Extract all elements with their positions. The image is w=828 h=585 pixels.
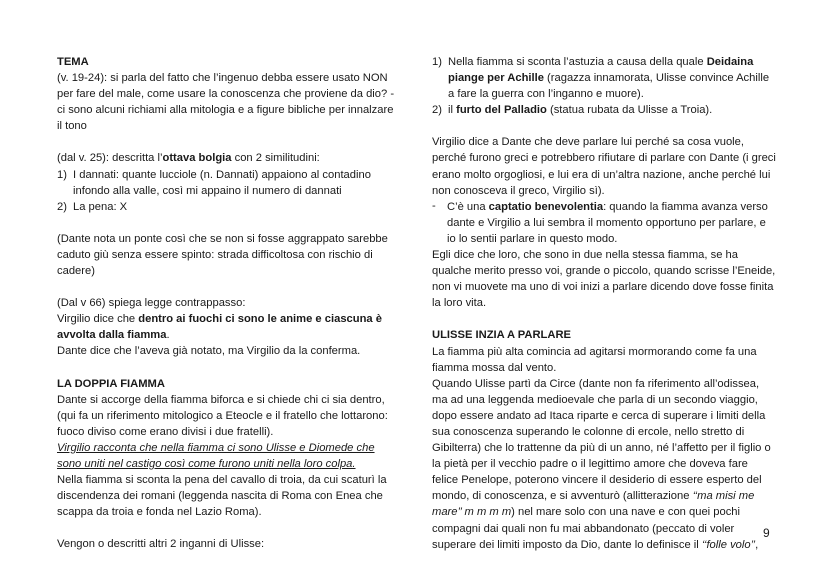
list-item bbox=[57, 199, 395, 215]
list-post: (statua rubata da Ulisse a Troia). bbox=[546, 104, 713, 117]
ulisse-text2-italic2: ‘‘folle volo’’ bbox=[701, 538, 756, 551]
dal25-bold: ottava bolgia bbox=[162, 152, 232, 165]
ulisse-text2-italic: ‘‘ma misi me mare’’ m m m m bbox=[432, 490, 755, 519]
virgilio-bold: dentro ai fuochi ci sono le anime e ciascuna è avvolta dalla fiamma bbox=[57, 313, 382, 342]
tema-heading: TEMA bbox=[57, 56, 89, 68]
tema-text: (v. 19-24): si parla del fatto che l’ingenuo debba essere usato NON per fare del male, come usare la conoscenza che proviene da dio? - ci sono alcuni richiami alla mitologia e a figure bibliche per innalzare il tono bbox=[57, 72, 395, 133]
ulisse-text2-post: , bbox=[755, 538, 759, 551]
list-number: 2) bbox=[432, 104, 442, 117]
list-dash: - bbox=[432, 199, 436, 212]
list-number: 1) bbox=[432, 56, 442, 68]
list-item bbox=[432, 102, 777, 118]
doppia-fiamma-heading: LA DOPPIA FIAMMA bbox=[57, 377, 165, 390]
doppia-fiamma-text: Dante si accorge della fiamma biforca e si chiede chi ci sia dentro, (qui fa un riferimento mitologico a Eteocle e il fratello che lottarono: fuoco diviso come erano divisi i due fratelli). bbox=[57, 393, 388, 438]
virgilio-pre: Virgilio dice che bbox=[57, 313, 139, 326]
ponte-paragraph: (Dante nota un ponte così che se non si fosse aggrappato sarebbe caduto giù senza essere spinto: strada difficoltosa con rischio di cadere) bbox=[57, 232, 388, 278]
dante-notato-paragraph: Dante dice che l’aveva già notato, ma Virgilio da la conferma. bbox=[57, 345, 361, 358]
dal66-paragraph: (Dal v 66) spiega legge contrappasso: bbox=[57, 297, 246, 310]
egli-dice-paragraph: Egli dice che loro, che sono in due nella stessa fiamma, se ha qualche merito presso voi, grande o piccolo, quando scrisse l’Eneide, non vi muovete ma uno di voi inizi a parlare dicendo dove fosse finita la loro vita. bbox=[432, 249, 776, 310]
virgilio-paragraph bbox=[57, 311, 395, 343]
inganni-list bbox=[432, 54, 777, 118]
virgilio-dice-paragraph: Virgilio dice a Dante che deve parlare lui perché sa cosa vuole, perché furono greci e potrebbero rifiutare di parlare con Dante (i greci erano molto orgogliosi, e lui era di un’altra nazione, anche perché lui non conosceva il greco, Virgilio sì). bbox=[432, 136, 776, 197]
list-item bbox=[432, 199, 777, 247]
virgilio-post: . bbox=[166, 329, 170, 342]
list-bold: Deidaina piange per Achille bbox=[448, 56, 754, 85]
left-column bbox=[57, 54, 395, 552]
ulisse-heading: ULISSE INZIA A PARLARE bbox=[432, 329, 572, 342]
right-column bbox=[432, 54, 777, 553]
doppia-fiamma-italic: Virgilio racconta che nella fiamma ci sono Ulisse e Diomede che sono uniti nel castigo così come furono uniti nella loro colpa. bbox=[57, 441, 375, 470]
list-text: La pena: X bbox=[73, 200, 128, 213]
ulisse-text2 bbox=[432, 376, 777, 553]
list-pre: il bbox=[448, 104, 457, 117]
list-number: 2) bbox=[57, 200, 67, 213]
captatio-post: : quando la fiamma avanza verso dante e Virgilio a lui sembra il momento opportuno per parlare, e io lo sentii parlare in questo modo. bbox=[447, 200, 768, 245]
inganni-paragraph: Vengon o descritti altri 2 inganni di Ulisse: bbox=[57, 538, 265, 551]
dal25-paragraph bbox=[57, 150, 395, 166]
list-pre: Nella fiamma si sconta l’astuzia a causa della quale bbox=[448, 56, 707, 68]
list-number: 1) bbox=[57, 168, 67, 181]
ulisse-text2-mid: ) nel mare solo con una nave e con quei pochi compagni dai quali non fu mai abbandonato (peccato di voler superare dei limiti imposto da Dio, dante lo definisce il bbox=[432, 506, 741, 551]
captatio-bold: captatio benevolentia bbox=[488, 200, 604, 213]
list-item bbox=[57, 167, 395, 199]
ulisse-text2-pre: Quando Ulisse partì da Circe (dante non fa riferimento all’odissea, ma ad una leggenda medioevale che parla di un secondo viaggio, dopo essere andato ad Itaca riparte e cerca di superare i limiti della sua conoscenza superando le colonne di ercole, nello stretto di Gibilterra) che lo trattenne da più di un anno, né l’affetto per il figlio o la pietà per il vecchio padre o il legittimo amore che doveva fare felice Penelope, poterono vincere il desiderio di essere esperto del mondo, di conoscenza, e si avventurò (allitterazione bbox=[432, 377, 771, 503]
list-post: (ragazza innamorata, Ulisse convince Achille a fare la guerra con l’inganno e muore). bbox=[448, 72, 770, 101]
ulisse-text1: La fiamma più alta comincia ad agitarsi mormorando come fa una fiamma mossa dal vento. bbox=[432, 345, 757, 374]
list-text: I dannati: quante lucciole (n. Dannati) appaiono al contadino infondo alla valle, così mi appaino il numero di dannati bbox=[73, 168, 371, 197]
captatio-list bbox=[432, 199, 777, 247]
page-number: 9 bbox=[763, 526, 770, 540]
pena-paragraph: Nella fiamma si sconta la pena del cavallo di troia, da cui scaturì la discendenza dei romani (leggenda nascita di Roma con Enea che scappa da troia e fonda nel Lazio Roma). bbox=[57, 474, 387, 519]
dal25-post: con 2 similitudini: bbox=[231, 152, 320, 165]
similitudini-list bbox=[57, 167, 395, 215]
captatio-pre: C’è una bbox=[447, 200, 489, 213]
list-item bbox=[432, 54, 777, 102]
dal25-pre: (dal v. 25): descritta l’ bbox=[57, 152, 163, 165]
list-bold: furto del Palladio bbox=[456, 104, 547, 117]
